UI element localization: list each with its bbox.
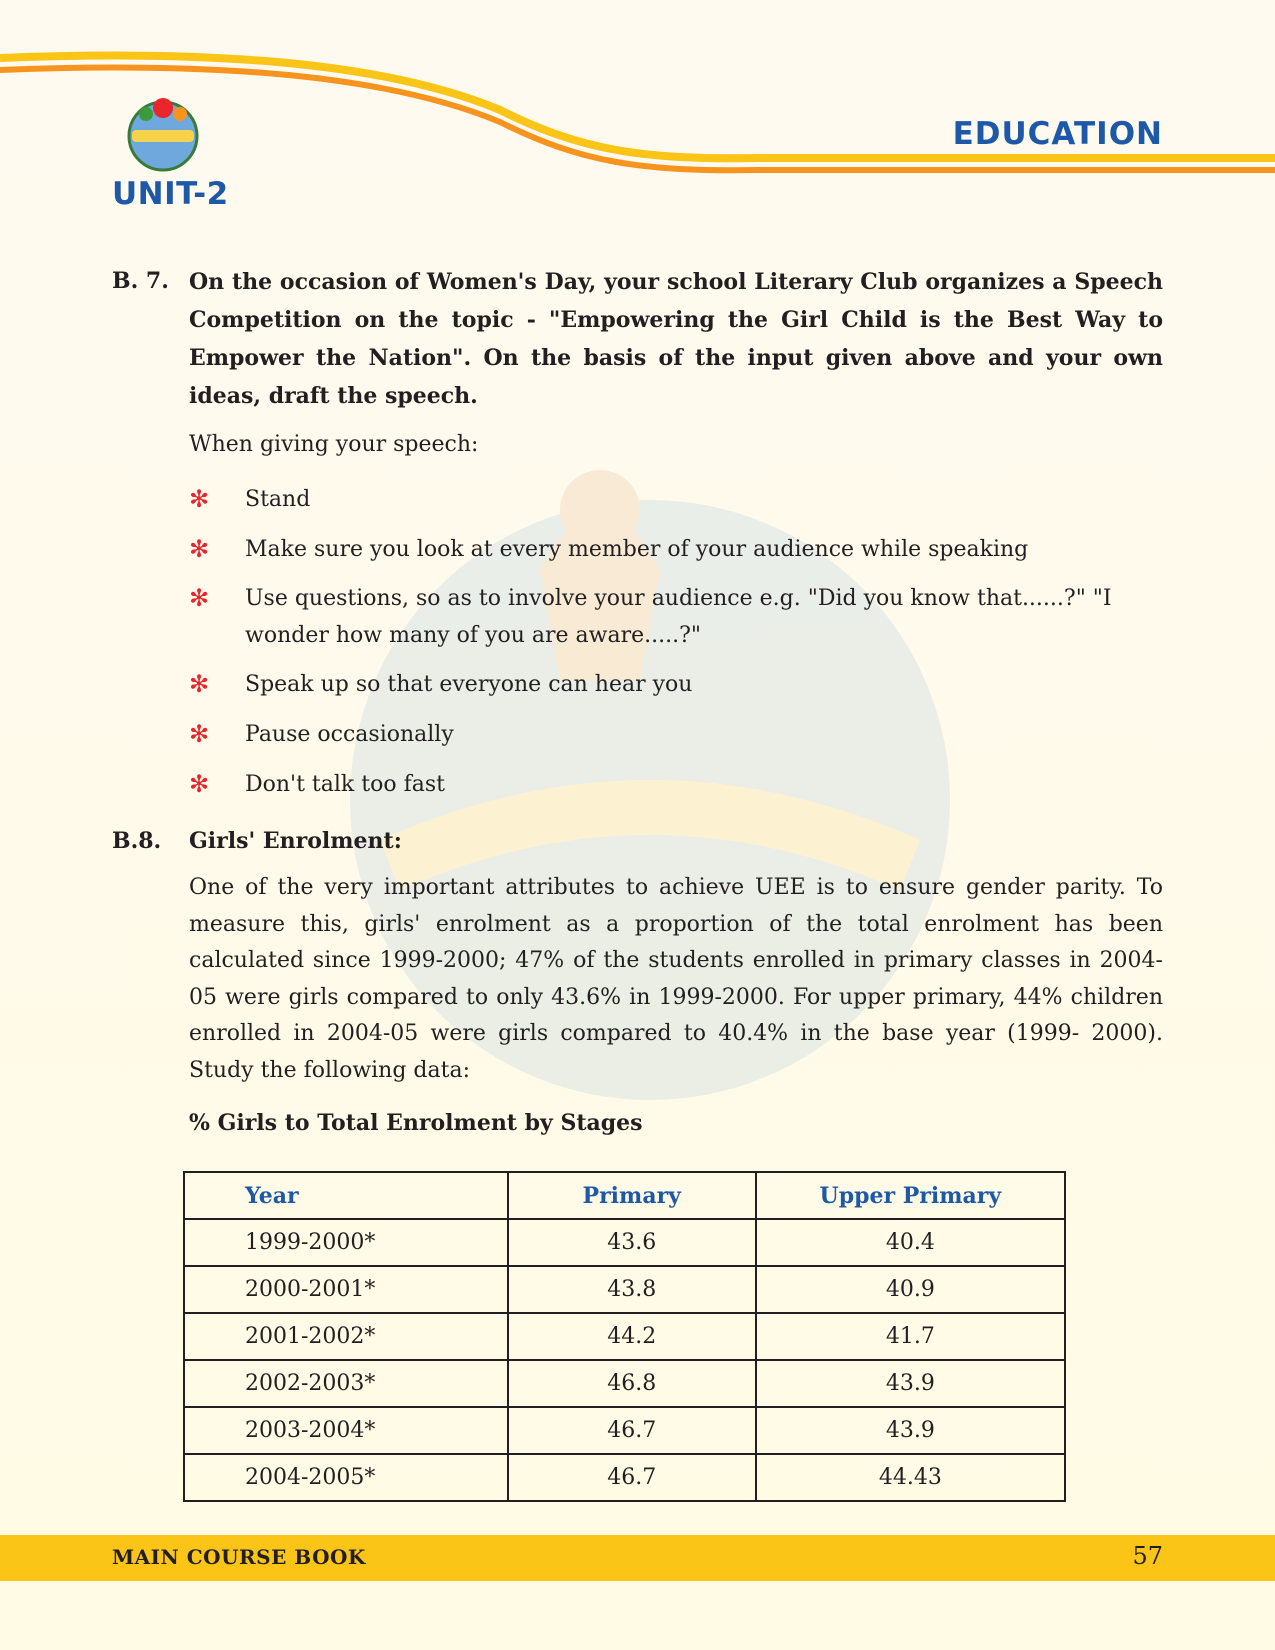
table-row [184, 1360, 1065, 1407]
bullet-text: Use questions, so as to involve your audience e.g. "Did you know that......?" "I wonder how many of you are aware.....?" [245, 586, 1112, 648]
table-row [184, 1313, 1065, 1360]
column-header-primary: Primary [508, 1172, 756, 1219]
asterisk-icon: ✻ [189, 584, 210, 612]
table-row [184, 1407, 1065, 1454]
enrolment-paragraph: One of the very important attributes to achieve UEE is to ensure gender parity. To measure this, girls' enrolment as a proportion of the total enrolment has been calculated since 1999-2000; 47% of the students enrolled in primary classes in 2004-05 were girls compared to only 43.6% in 1999-2000. For upper primary, 44% children enrolled in 2004-05 were girls compared to 40.4% in the base year (1999- 2000). Study the following data: [189, 875, 1163, 1083]
cell-upper-primary: 40.9 [756, 1266, 1065, 1313]
asterisk-icon: ✻ [189, 535, 210, 563]
table-row [184, 1219, 1065, 1266]
cell-primary: 46.8 [508, 1360, 756, 1407]
enrolment-table [183, 1171, 1066, 1502]
cell-year: 2002-2003* [184, 1360, 508, 1407]
table-row [184, 1454, 1065, 1501]
page-number: 57 [1132, 1542, 1163, 1570]
question-prompt-b7: On the occasion of Women's Day, your school Literary Club organizes a Speech Competition on the topic - "Empowering the Girl Child is the Best Way to Empower the Nation". On the basis of the input given above and your own ideas, draft the speech. [189, 269, 1163, 409]
cell-year: 2000-2001* [184, 1266, 508, 1313]
column-header-year: Year [184, 1172, 508, 1219]
cell-primary: 43.8 [508, 1266, 756, 1313]
section-title: EDUCATION [952, 116, 1163, 152]
cell-primary: 46.7 [508, 1454, 756, 1501]
cell-year: 2003-2004* [184, 1407, 508, 1454]
cell-year: 1999-2000* [184, 1219, 508, 1266]
bullet-text: Pause occasionally [245, 722, 454, 747]
question-number-b7: B. 7. [112, 268, 169, 294]
asterisk-icon: ✻ [189, 720, 210, 748]
cell-upper-primary: 43.9 [756, 1360, 1065, 1407]
footer-book-title: MAIN COURSE BOOK [112, 1545, 366, 1569]
table-header-row [184, 1172, 1065, 1219]
cell-upper-primary: 41.7 [756, 1313, 1065, 1360]
asterisk-icon: ✻ [189, 670, 210, 698]
table-caption: % Girls to Total Enrolment by Stages [189, 1110, 643, 1136]
cell-upper-primary: 40.4 [756, 1219, 1065, 1266]
bullet-text: Speak up so that everyone can hear you [245, 672, 693, 697]
cell-upper-primary: 43.9 [756, 1407, 1065, 1454]
cell-upper-primary: 44.43 [756, 1454, 1065, 1501]
question-number-b8: B.8. [112, 828, 162, 854]
column-header-upper-primary: Upper Primary [756, 1172, 1065, 1219]
question-title-b8: Girls' Enrolment: [189, 828, 402, 854]
asterisk-icon: ✻ [189, 770, 210, 798]
school-logo [118, 88, 208, 178]
cell-year: 2001-2002* [184, 1313, 508, 1360]
cell-primary: 46.7 [508, 1407, 756, 1454]
asterisk-icon: ✻ [189, 485, 210, 513]
table-row [184, 1266, 1065, 1313]
speech-intro: When giving your speech: [189, 432, 479, 457]
bullet-text: Don't talk too fast [245, 772, 445, 797]
cell-year: 2004-2005* [184, 1454, 508, 1501]
unit-label: UNIT-2 [112, 176, 229, 212]
bullet-text: Make sure you look at every member of your audience while speaking [245, 537, 1029, 562]
cell-primary: 44.2 [508, 1313, 756, 1360]
cell-primary: 43.6 [508, 1219, 756, 1266]
bullet-text: Stand [245, 487, 311, 512]
